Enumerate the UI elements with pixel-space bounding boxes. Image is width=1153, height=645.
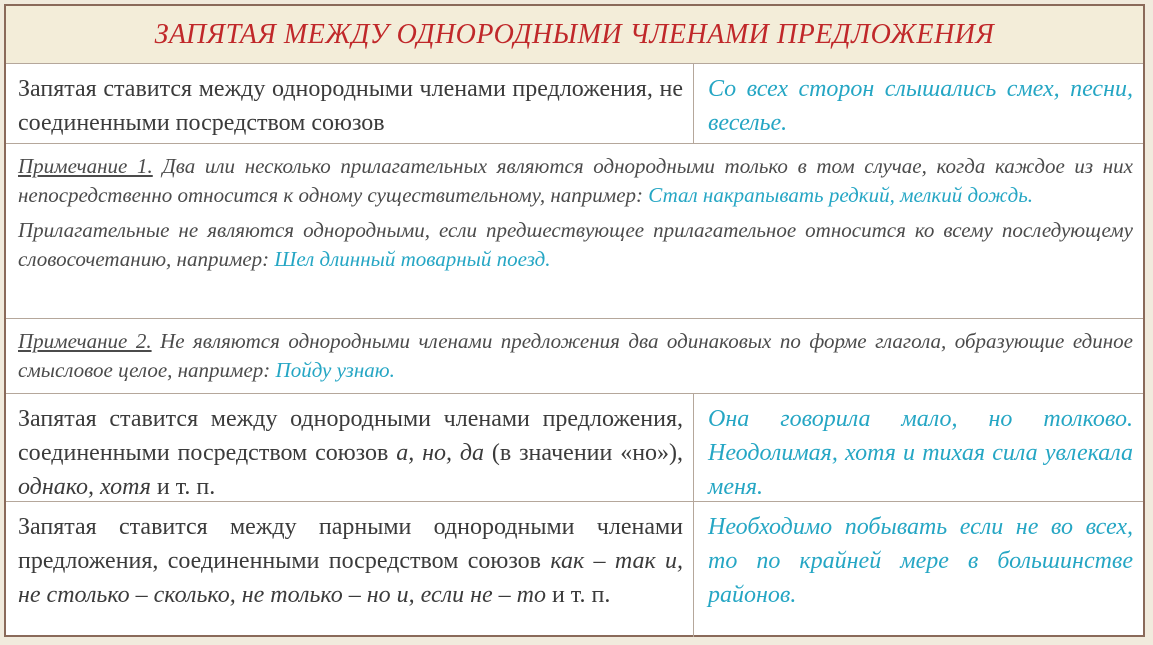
example-cell [694,394,1143,501]
example-text: Она говорила мало, но толково. Неодолимая, хотя и тихая сила увлекала меня. [708,406,1133,500]
rule-cell [6,502,694,637]
note-1-text: Два или несколько прилагательных являются однородными только в том случае, когда каждое из них непосредственно относится к одному существительному, например: [18,154,1133,207]
note-1-paragraph [18,152,1133,210]
note-1-text-2: Прилагательные не являются однородными, если предшествующее прилагательное относится ко всему последующему словосочетанию, например: [18,218,1133,271]
rule-text: и т. п. [156,474,216,500]
rule-text: (в значении «но»), [491,440,684,466]
note-row [6,144,1143,319]
note-1-example-2: Шел длинный товарный поезд. [274,247,551,271]
note-1-paragraph-2 [18,216,1133,274]
rule-text: и т. п. [551,582,611,608]
table-row [6,502,1143,637]
table-row [6,394,1143,502]
example-cell [694,502,1143,637]
rule-table [4,4,1145,637]
note-1-example: Стал накрапывать редкий, мелкий дождь. [648,183,1034,207]
note-2-text: Не являются однородными членами предложения два одинаковых по форме глагола, образующие единое смысловое целое, например: [18,329,1134,382]
note-2-paragraph [18,327,1133,385]
example-cell [694,64,1143,143]
example-text: Необходимо побывать если не во всех, то по крайней мере в большинстве районов. [708,514,1133,608]
note-1-label: Примечание 1. [18,154,153,178]
example-text: Со всех сторон слышались смех, песни, веселье. [708,76,1133,136]
note-2-example: Пойду узнаю. [275,358,395,382]
rule-text: Запятая ставится между однородными членами предложения, соединенными посредством союзов [18,406,683,466]
table-row [6,64,1143,144]
rule-cell [6,394,694,501]
note-1 [6,144,1143,318]
table-title: ЗАПЯТАЯ МЕЖДУ ОДНОРОДНЫМИ ЧЛЕНАМИ ПРЕДЛОЖЕНИЯ [6,6,1143,64]
note-row [6,319,1143,394]
conjunction-text: а, [396,440,415,466]
rule-text: Запятая ставится между парными однородными членами предложения, соединенными посредством союзов [18,514,683,574]
note-2 [6,319,1143,393]
rule-cell [6,64,694,143]
conjunction-text: однако, хотя [18,474,151,500]
conjunction-text: но, да [422,440,485,466]
note-2-label: Примечание 2. [18,329,152,353]
conjunction-text: как – так и, не столько – сколько, не только – но и, если не – то [18,548,683,608]
rule-text: Запятая ставится между однородными членами предложения, не соединенными посредством союзов [18,76,683,136]
